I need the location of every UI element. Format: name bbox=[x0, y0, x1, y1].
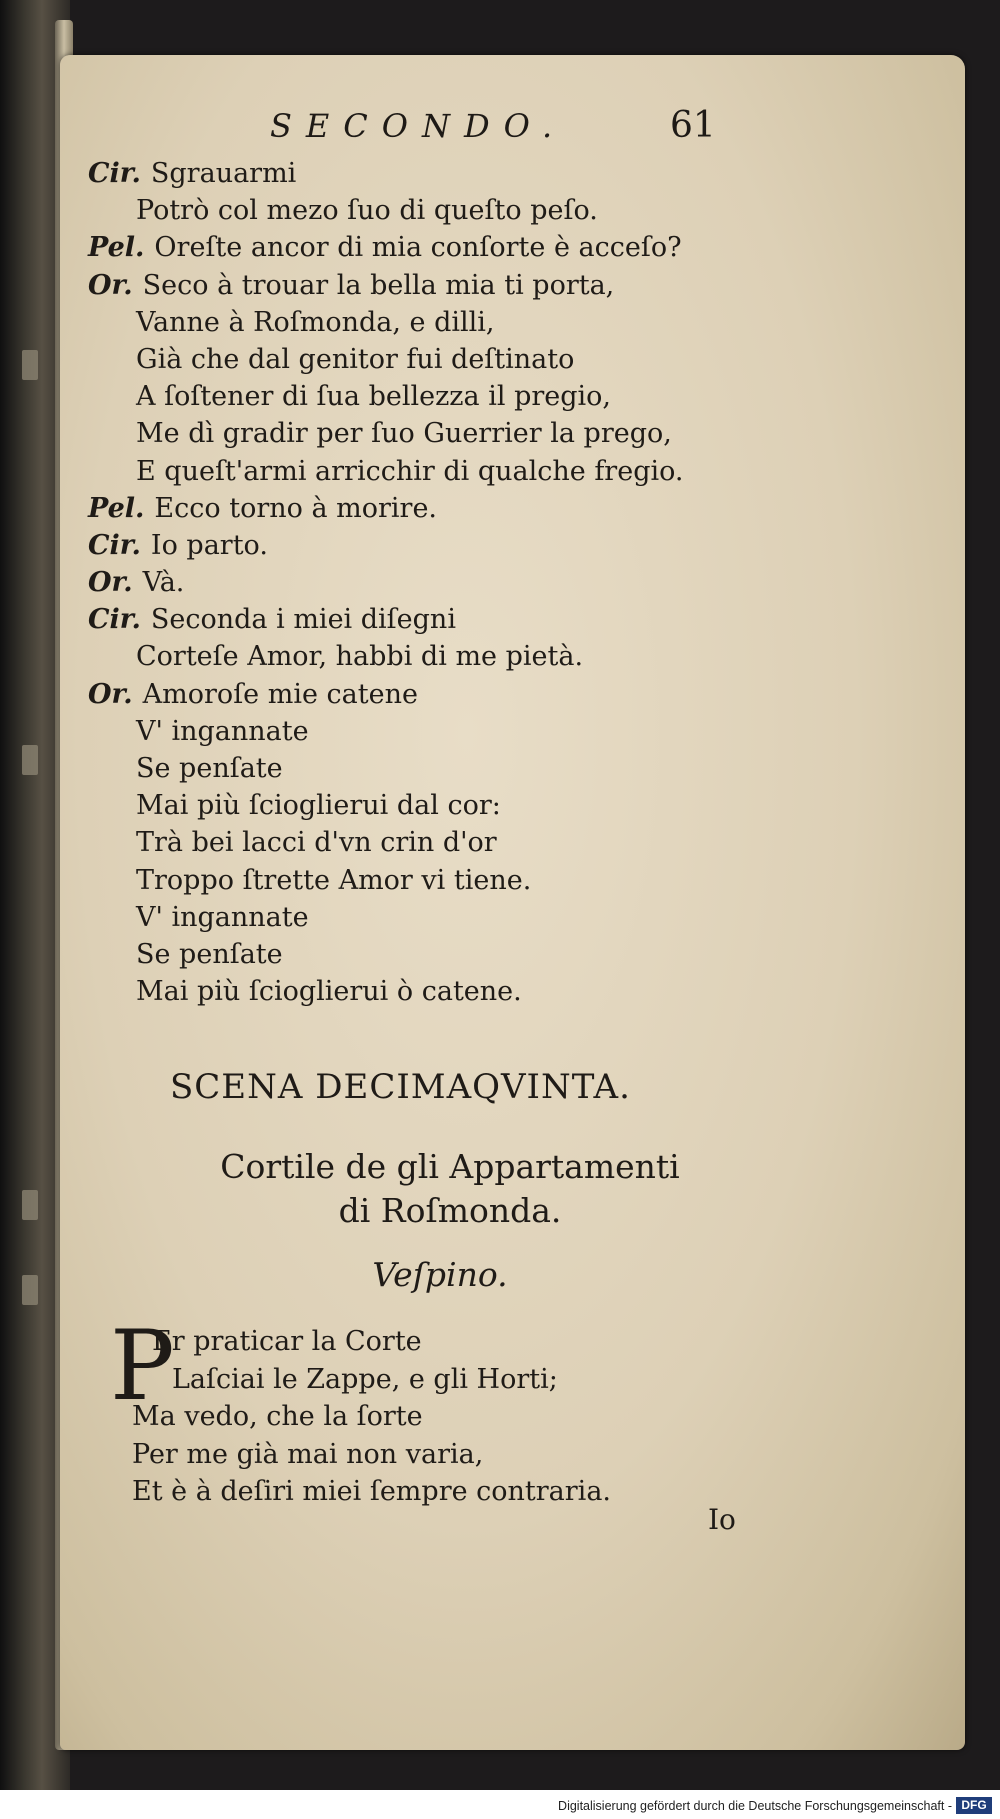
line-text: Io parto. bbox=[150, 529, 268, 561]
drop-capital: P bbox=[110, 1310, 175, 1422]
line-text: Trà bei lacci d'vn crin d'or bbox=[136, 827, 497, 859]
dialogue-block bbox=[88, 155, 948, 1010]
line-text: Vanne à Roſmonda, e dilli, bbox=[136, 306, 495, 338]
dialogue-line bbox=[88, 378, 948, 415]
dialogue-line bbox=[88, 899, 948, 936]
line-text: Và. bbox=[142, 567, 185, 599]
line-text: Troppo ſtrette Amor vi tiene. bbox=[136, 864, 532, 896]
verse-line: Per me già mai non varia, bbox=[132, 1438, 484, 1470]
dialogue-line bbox=[88, 304, 948, 341]
dialogue-line bbox=[88, 453, 948, 490]
line-text: Corteſe Amor, habbi di me pietà. bbox=[136, 641, 584, 673]
dialogue-line bbox=[88, 638, 948, 675]
scene-character: Veſpino. bbox=[372, 1255, 508, 1294]
running-head: SECONDO. bbox=[270, 107, 567, 145]
dialogue-line bbox=[88, 973, 948, 1010]
dfg-logo: DFG bbox=[956, 1797, 992, 1814]
catchword: Io bbox=[708, 1503, 736, 1536]
verse-line: Et è à deſiri miei ſempre contraria. bbox=[132, 1476, 611, 1507]
line-text: V' ingannate bbox=[136, 901, 309, 933]
dialogue-line bbox=[88, 750, 948, 787]
page-number: 61 bbox=[670, 105, 716, 146]
line-text: Oreſte ancor di mia conſorte è acceſo? bbox=[154, 232, 682, 264]
speaker-label: Cir. bbox=[88, 604, 141, 636]
dialogue-line bbox=[88, 862, 948, 899]
line-text: V' ingannate bbox=[136, 715, 309, 747]
dialogue-line bbox=[88, 787, 948, 824]
dialogue-line bbox=[88, 267, 948, 304]
scene-location-line-2: di Roſmonda. bbox=[338, 1191, 562, 1230]
line-text: Mai più ſcioglierui dal cor: bbox=[136, 790, 501, 822]
line-text: Seconda i miei diſegni bbox=[150, 604, 456, 636]
verse-line: Laſciai le Zappe, e gli Horti; bbox=[172, 1363, 558, 1395]
verse-line: Er praticar la Corte bbox=[152, 1326, 422, 1357]
line-text: Ecco torno à morire. bbox=[154, 492, 437, 524]
dialogue-line bbox=[88, 713, 948, 750]
line-text: Se penſate bbox=[136, 938, 283, 970]
verse-line: Ma vedo, che la ſorte bbox=[132, 1401, 423, 1432]
line-text: Già che dal genitor fui deſtinato bbox=[136, 343, 575, 375]
line-text: Se penſate bbox=[136, 753, 283, 784]
speaker-label: Or. bbox=[88, 678, 133, 710]
dialogue-line bbox=[88, 341, 948, 378]
dialogue-line bbox=[88, 527, 948, 564]
footer-credit: Digitalisierung gefördert durch die Deutsche Forschungsgemeinschaft - bbox=[558, 1799, 952, 1813]
dialogue-line bbox=[88, 824, 948, 861]
line-text: Seco à trouar la bella mia ti porta, bbox=[142, 269, 615, 301]
verse-block bbox=[110, 1310, 611, 1511]
line-text: Amoroſe mie catene bbox=[142, 678, 418, 710]
line-text: E queſt'armi arricchir di qualche fregio. bbox=[136, 455, 684, 487]
dialogue-line bbox=[88, 490, 948, 527]
speaker-label: Or. bbox=[88, 567, 133, 599]
dialogue-line bbox=[88, 564, 948, 601]
dialogue-line bbox=[88, 676, 948, 713]
line-text: Potrò col mezo ſuo di queſto peſo. bbox=[136, 195, 598, 227]
line-text: A ſoſtener di ſua bellezza il pregio, bbox=[136, 381, 611, 413]
footer-bar bbox=[0, 1790, 1000, 1819]
speaker-label: Cir. bbox=[88, 158, 141, 189]
line-text: Sgrauarmi bbox=[150, 158, 297, 189]
book-page bbox=[60, 55, 965, 1750]
scene-location bbox=[60, 1145, 840, 1233]
scene-title: SCENA DECIMAQVINTA. bbox=[170, 1067, 631, 1107]
scene-location-line-1: Cortile de gli Appartamenti bbox=[220, 1147, 680, 1186]
dialogue-line bbox=[88, 936, 948, 973]
speaker-label: Or. bbox=[88, 269, 133, 301]
dialogue-line bbox=[88, 229, 948, 266]
line-text: Mai più ſcioglierui ò catene. bbox=[136, 976, 522, 1008]
speaker-label: Pel. bbox=[88, 492, 145, 524]
dialogue-line bbox=[88, 192, 948, 229]
dialogue-line bbox=[88, 415, 948, 452]
speaker-label: Pel. bbox=[88, 232, 145, 264]
dialogue-line bbox=[88, 601, 948, 638]
dialogue-line bbox=[88, 155, 948, 192]
speaker-label: Cir. bbox=[88, 529, 141, 561]
line-text: Me dì gradir per ſuo Guerrier la prego, bbox=[136, 418, 672, 450]
